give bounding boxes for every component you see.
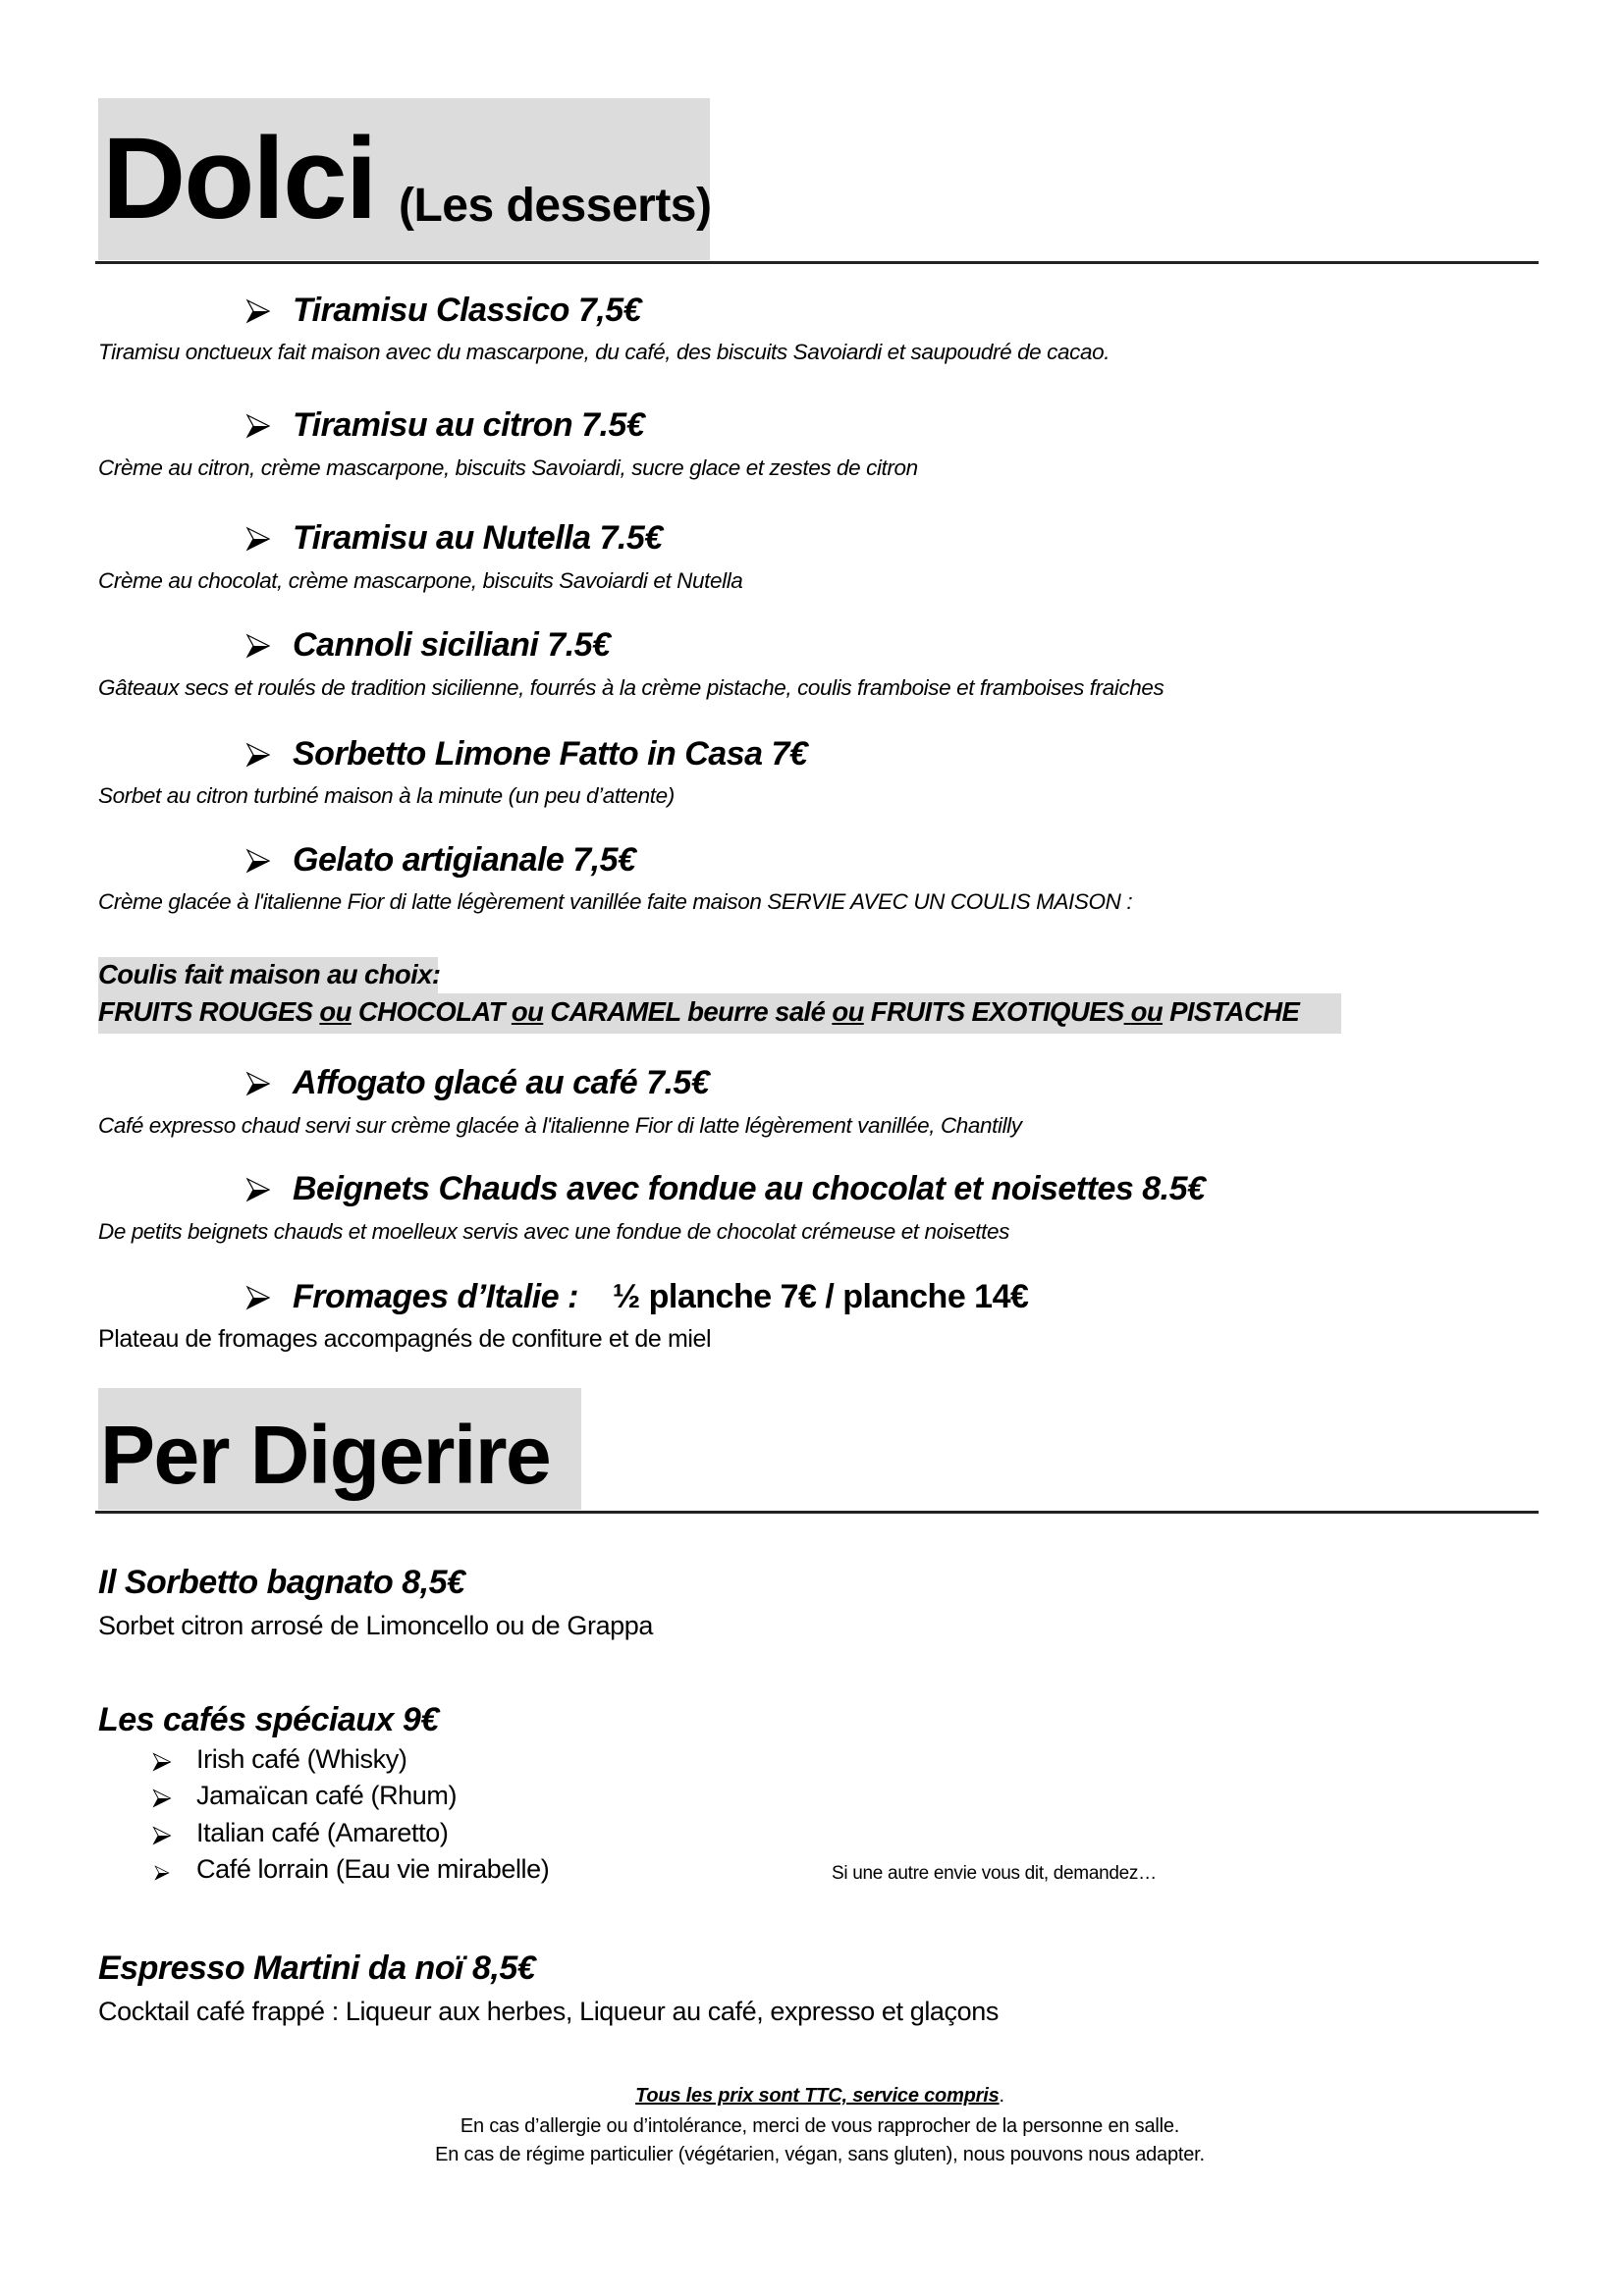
arrow-bullet-icon xyxy=(245,1285,271,1310)
footer-prices-suffix: . xyxy=(999,2085,1004,2107)
arrow-bullet-icon xyxy=(245,413,271,439)
arrow-bullet-icon xyxy=(152,1752,172,1772)
arrow-bullet-icon xyxy=(245,1071,271,1096)
arrow-bullet-icon xyxy=(245,1177,271,1202)
item-description: Sorbet citron arrosé de Limoncello ou de Grappa xyxy=(98,1611,654,1640)
coulis-heading: Coulis fait maison au choix: xyxy=(98,959,441,989)
item-title: Cannoli siciliani 7.5€ xyxy=(293,626,611,664)
coulis-separator: ou xyxy=(1130,996,1164,1027)
item-description: Gâteaux secs et roulés de tradition sicilienne, fourrés à la crème pistache, coulis framboise et framboises fraiches xyxy=(98,675,1164,700)
coulis-separator-space xyxy=(1124,996,1131,1027)
dolci-title-box xyxy=(98,98,710,260)
item-description: Sorbet au citron turbiné maison à la minute (un peu d’attente) xyxy=(98,783,675,808)
item-title: Tiramisu au Nutella 7.5€ xyxy=(293,519,663,557)
arrow-bullet-icon xyxy=(245,742,271,768)
coulis-options xyxy=(98,996,1299,1028)
coulis-option: CHOCOLAT xyxy=(357,996,505,1027)
item-title: Gelato artigianale 7,5€ xyxy=(293,841,636,879)
item-description: Plateau de fromages accompagnés de confiture et de miel xyxy=(98,1325,712,1353)
item-title: Beignets Chauds avec fondue au chocolat et noisettes 8.5€ xyxy=(293,1170,1206,1207)
item-title: Il Sorbetto bagnato 8,5€ xyxy=(98,1564,465,1601)
cafe-list-item: Italian café (Amaretto) xyxy=(196,1818,449,1847)
item-title: Affogato glacé au café 7.5€ xyxy=(293,1064,710,1101)
coulis-separator: ou xyxy=(511,996,544,1027)
footer-prices xyxy=(275,2085,1365,2108)
item-title: Espresso Martini da noï 8,5€ xyxy=(98,1949,536,1987)
arrow-bullet-icon xyxy=(245,848,271,874)
item-title-name: Fromages d’Italie : xyxy=(293,1278,578,1315)
footer-diet: En cas de régime particulier (végétarien, végan, sans gluten), nous pouvons nous adapter. xyxy=(435,2144,1205,2165)
cafe-list-item: Café lorrain (Eau vie mirabelle) xyxy=(196,1854,550,1884)
item-title: Tiramisu Classico 7,5€ xyxy=(293,292,642,329)
dolci-divider xyxy=(95,261,1539,264)
arrow-bullet-icon xyxy=(245,298,271,324)
digerire-title: Per Digerire xyxy=(100,1409,551,1501)
dolci-subtitle: (Les desserts) xyxy=(399,180,712,232)
item-description: Crème au citron, crème mascarpone, biscuits Savoiardi, sucre glace et zestes de citron xyxy=(98,455,918,480)
item-description: De petits beignets chauds et moelleux servis avec une fondue de chocolat crémeuse et noisettes xyxy=(98,1219,1009,1244)
arrow-bullet-icon xyxy=(152,1826,172,1845)
coulis-option: FRUITS ROUGES xyxy=(98,996,313,1027)
arrow-bullet-icon xyxy=(245,526,271,552)
item-title: Tiramisu au citron 7.5€ xyxy=(293,406,645,444)
digerire-title-box xyxy=(98,1388,581,1510)
item-description: Cocktail café frappé : Liqueur aux herbes, Liqueur au café, expresso et glaçons xyxy=(98,1997,999,2026)
coulis-option: PISTACHE xyxy=(1169,996,1300,1027)
coulis-separator: ou xyxy=(832,996,864,1027)
cafe-list-item: Irish café (Whisky) xyxy=(196,1744,407,1774)
arrow-bullet-icon xyxy=(245,633,271,659)
item-description: Café expresso chaud servi sur crème glacée à l'italienne Fior di latte légèrement vanillée, Chantilly xyxy=(98,1113,1022,1138)
footer-prices-note: Tous les prix sont TTC, service compris xyxy=(635,2085,1000,2107)
coulis-option: FRUITS EXOTIQUES xyxy=(870,996,1124,1027)
item-description: Crème glacée à l'italienne Fior di latte légèrement vanillée faite maison SERVIE AVEC UN COULIS MAISON : xyxy=(98,889,1133,914)
item-title xyxy=(293,1278,1028,1316)
arrow-bullet-icon xyxy=(154,1865,170,1881)
coulis-separator: ou xyxy=(319,996,352,1027)
item-description: Tiramisu onctueux fait maison avec du mascarpone, du café, des biscuits Savoiardi et saupoudré de cacao. xyxy=(98,340,1110,364)
item-title-price: ½ planche 7€ / planche 14€ xyxy=(612,1278,1029,1315)
item-description: Crème au chocolat, crème mascarpone, biscuits Savoiardi et Nutella xyxy=(98,568,743,593)
cafe-note: Si une autre envie vous dit, demandez… xyxy=(832,1863,1157,1884)
cafe-list-item: Jamaïcan café (Rhum) xyxy=(196,1781,458,1810)
item-title: Les cafés spéciaux 9€ xyxy=(98,1701,439,1738)
digerire-divider xyxy=(95,1511,1539,1514)
coulis-options-box xyxy=(98,993,1341,1034)
footer-allergy: En cas d’allergie ou d’intolérance, merci de vous rapprocher de la personne en salle. xyxy=(460,2115,1180,2137)
dolci-title: Dolci xyxy=(102,114,376,243)
item-title: Sorbetto Limone Fatto in Casa 7€ xyxy=(293,735,808,773)
arrow-bullet-icon xyxy=(152,1789,172,1808)
coulis-option: CARAMEL beurre salé xyxy=(550,996,826,1027)
coulis-heading-box xyxy=(98,957,441,993)
